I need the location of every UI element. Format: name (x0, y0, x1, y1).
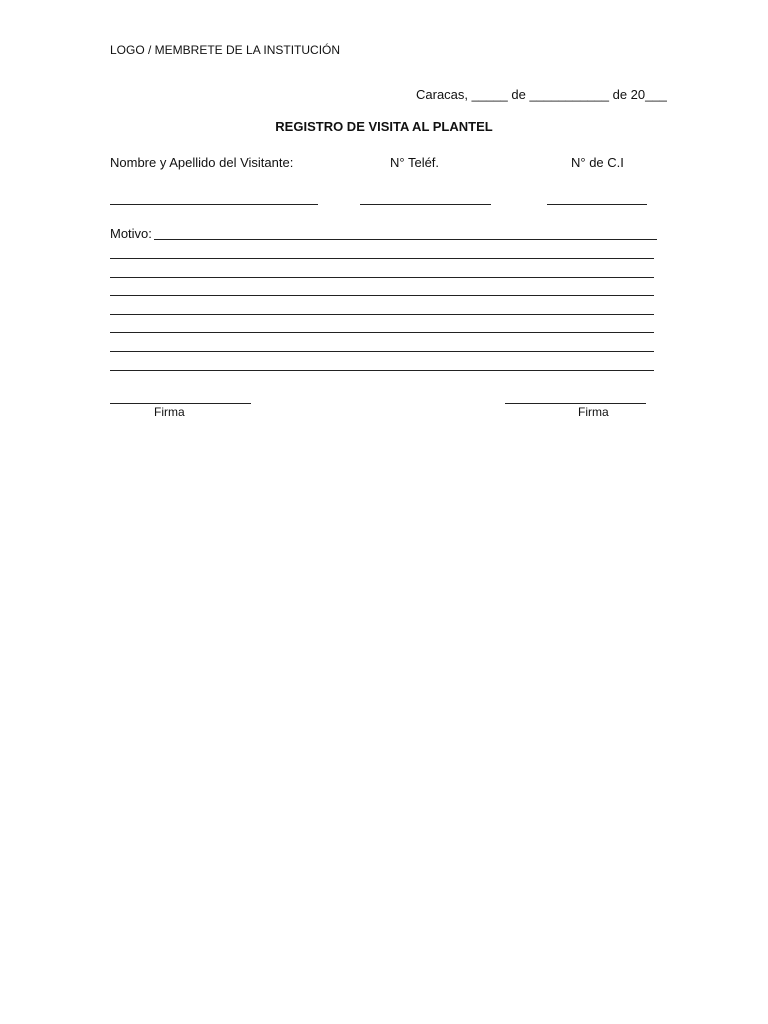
motivo-line (110, 277, 654, 278)
document-title: REGISTRO DE VISITA AL PLANTEL (275, 119, 493, 134)
motivo-line (154, 239, 657, 240)
motivo-line (110, 295, 654, 296)
signature-label-left: Firma (154, 405, 185, 419)
ci-header: N° de C.I (571, 155, 624, 170)
visitor-name-blank (110, 204, 318, 205)
motivo-line (110, 332, 654, 333)
motivo-line (110, 351, 654, 352)
motivo-line (110, 314, 654, 315)
phone-blank (360, 204, 491, 205)
visitor-name-header: Nombre y Apellido del Visitante: (110, 155, 294, 170)
signature-line-left (110, 403, 251, 404)
phone-header: N° Teléf. (390, 155, 440, 170)
motivo-line (110, 258, 654, 259)
motivo-label: Motivo: (110, 226, 152, 241)
signature-label-right: Firma (578, 405, 609, 419)
date-line: Caracas, _____ de ___________ de 20___ (416, 87, 667, 102)
signature-line-right (505, 403, 646, 404)
motivo-line (110, 370, 654, 371)
ci-blank (547, 204, 647, 205)
letterhead-placeholder: LOGO / MEMBRETE DE LA INSTITUCIÓN (110, 43, 341, 57)
